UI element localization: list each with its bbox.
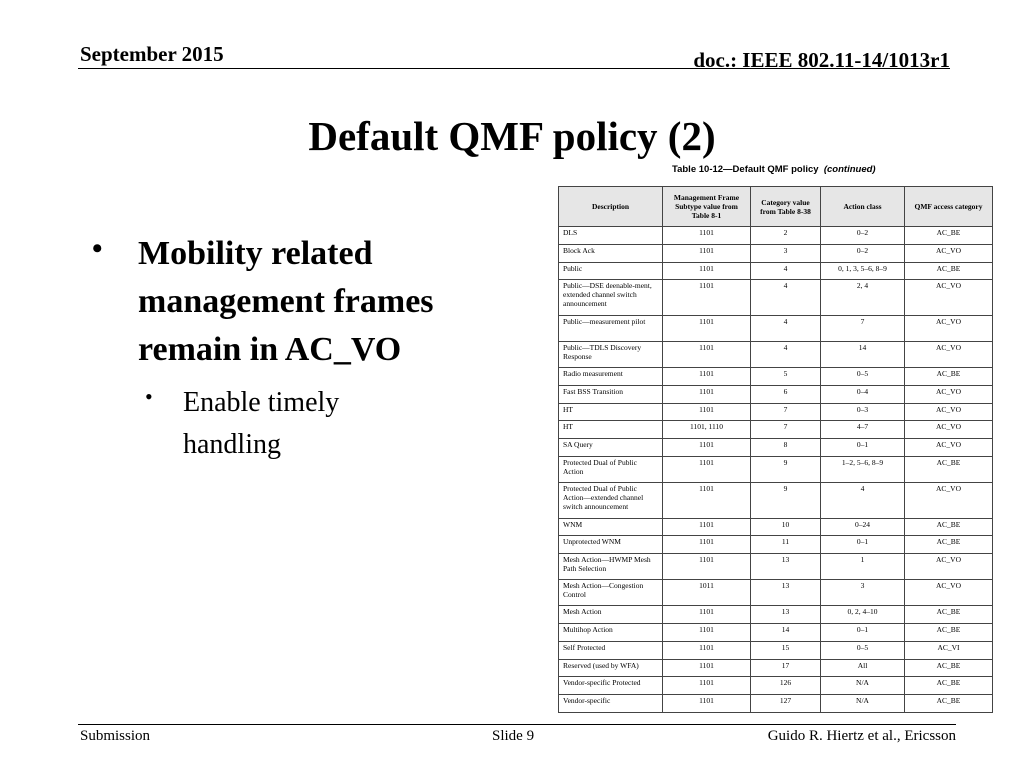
- table-cell: 1101: [663, 606, 751, 624]
- table-cell: 126: [751, 677, 821, 695]
- table-cell: 1101, 1110: [663, 421, 751, 439]
- table-caption-suffix: (continued): [823, 164, 876, 175]
- table-cell: 0, 2, 4–10: [821, 606, 905, 624]
- table-row: [559, 315, 993, 341]
- table-cell: 13: [751, 580, 821, 606]
- table-cell: 4: [751, 341, 821, 367]
- table-caption-text: Table 10-12—Default QMF policy: [672, 164, 819, 175]
- table-cell: 1101: [663, 456, 751, 482]
- table-cell: AC_BE: [905, 518, 993, 536]
- table-cell: AC_BE: [905, 677, 993, 695]
- table-cell: 2: [751, 227, 821, 245]
- table-cell: Mesh Action: [559, 606, 663, 624]
- table-cell: 1101: [663, 483, 751, 519]
- table-cell: AC_BE: [905, 695, 993, 713]
- table-cell: 0–3: [821, 403, 905, 421]
- table-cell: 7: [821, 315, 905, 341]
- table-cell: Public: [559, 262, 663, 280]
- table-row: [559, 403, 993, 421]
- table-cell: 1101: [663, 368, 751, 386]
- table-row: [559, 659, 993, 677]
- table-cell: Block Ack: [559, 244, 663, 262]
- col-header: Action class: [821, 187, 905, 227]
- sub-bullet-marker: •: [145, 384, 153, 409]
- table-cell: Unprotected WNM: [559, 536, 663, 554]
- table-row: [559, 385, 993, 403]
- table-cell: 13: [751, 554, 821, 580]
- col-header: Management Frame Subtype value from Table 8-1: [663, 187, 751, 227]
- table-cell: Mesh Action—HWMP Mesh Path Selection: [559, 554, 663, 580]
- table-cell: 4: [821, 483, 905, 519]
- footer-authors: Guido R. Hiertz et al., Ericsson: [767, 728, 956, 744]
- table-row: [559, 695, 993, 713]
- table-cell: Vendor-specific: [559, 695, 663, 713]
- footer-slide-number: Slide 9: [492, 728, 535, 744]
- table-cell: 1011: [663, 580, 751, 606]
- table-cell: Public—DSE deenable-ment, extended channel switch announcement: [559, 280, 663, 316]
- table-cell: 10: [751, 518, 821, 536]
- table-cell: Public—measurement pilot: [559, 315, 663, 341]
- table-cell: 1101: [663, 315, 751, 341]
- table-cell: 0–2: [821, 244, 905, 262]
- header-date: September 2015: [80, 42, 224, 66]
- table-cell: 9: [751, 483, 821, 519]
- table-row: [559, 421, 993, 439]
- table-cell: Multihop Action: [559, 624, 663, 642]
- table-cell: 1101: [663, 641, 751, 659]
- table-cell: 5: [751, 368, 821, 386]
- table-row: [559, 341, 993, 367]
- table-cell: 1101: [663, 439, 751, 457]
- table-cell: Mesh Action—Congestion Control: [559, 580, 663, 606]
- table-cell: 1101: [663, 244, 751, 262]
- table-cell: AC_VO: [905, 483, 993, 519]
- table-cell: AC_VO: [905, 244, 993, 262]
- table-cell: 17: [751, 659, 821, 677]
- table-cell: 2, 4: [821, 280, 905, 316]
- table-cell: WNM: [559, 518, 663, 536]
- footer-submission: Submission: [80, 728, 151, 744]
- table-cell: Fast BSS Transition: [559, 385, 663, 403]
- table-cell: 1101: [663, 554, 751, 580]
- table-cell: HT: [559, 403, 663, 421]
- table-cell: HT: [559, 421, 663, 439]
- table-row: [559, 456, 993, 482]
- table-cell: 1: [821, 554, 905, 580]
- qmf-policy-table: [558, 186, 993, 713]
- main-bullet-text: Mobility related management frames remain in AC_VO: [138, 235, 434, 368]
- table-cell: 1101: [663, 385, 751, 403]
- table-cell: 8: [751, 439, 821, 457]
- table-cell: AC_BE: [905, 606, 993, 624]
- table-cell: Radio measurement: [559, 368, 663, 386]
- table-caption: [672, 164, 876, 175]
- table-cell: 1101: [663, 536, 751, 554]
- table-cell: 127: [751, 695, 821, 713]
- table-cell: 0–24: [821, 518, 905, 536]
- table-cell: Protected Dual of Public Action: [559, 456, 663, 482]
- table-cell: AC_VO: [905, 580, 993, 606]
- table-cell: 3: [751, 244, 821, 262]
- table-cell: 0–2: [821, 227, 905, 245]
- table-cell: AC_BE: [905, 262, 993, 280]
- table-cell: 4–7: [821, 421, 905, 439]
- table-cell: AC_VO: [905, 421, 993, 439]
- table-cell: 0, 1, 3, 5–6, 8–9: [821, 262, 905, 280]
- table-cell: Public—TDLS Discovery Response: [559, 341, 663, 367]
- table-cell: AC_VO: [905, 439, 993, 457]
- table-cell: 4: [751, 262, 821, 280]
- table-cell: 0–1: [821, 624, 905, 642]
- table-cell: 1101: [663, 695, 751, 713]
- table-row: [559, 227, 993, 245]
- table-cell: 4: [751, 280, 821, 316]
- bullet-marker: •: [92, 232, 103, 265]
- table-row: [559, 439, 993, 457]
- table-cell: All: [821, 659, 905, 677]
- table-row: [559, 580, 993, 606]
- table-cell: AC_BE: [905, 659, 993, 677]
- table-cell: Reserved (used by WFA): [559, 659, 663, 677]
- table-row: [559, 606, 993, 624]
- table-row: [559, 641, 993, 659]
- table-cell: AC_BE: [905, 368, 993, 386]
- table-cell: 1–2, 5–6, 8–9: [821, 456, 905, 482]
- table-cell: DLS: [559, 227, 663, 245]
- table-cell: 1101: [663, 624, 751, 642]
- table-row: [559, 262, 993, 280]
- table-cell: AC_VO: [905, 280, 993, 316]
- col-header: Category value from Table 8-38: [751, 187, 821, 227]
- table-cell: SA Query: [559, 439, 663, 457]
- footer-rule: [78, 724, 956, 725]
- table-row: [559, 280, 993, 316]
- table-row: [559, 554, 993, 580]
- table-cell: 0–5: [821, 368, 905, 386]
- table-row: [559, 244, 993, 262]
- table-cell: Vendor-specific Protected: [559, 677, 663, 695]
- table-cell: Protected Dual of Public Action—extended channel switch announcement: [559, 483, 663, 519]
- table-cell: 1101: [663, 280, 751, 316]
- table-cell: 1101: [663, 518, 751, 536]
- table-row: [559, 518, 993, 536]
- table-cell: AC_VO: [905, 341, 993, 367]
- table-cell: AC_VO: [905, 315, 993, 341]
- table-cell: AC_BE: [905, 227, 993, 245]
- table-cell: 1101: [663, 659, 751, 677]
- table-row: [559, 536, 993, 554]
- table-cell: N/A: [821, 695, 905, 713]
- table-cell: N/A: [821, 677, 905, 695]
- table-cell: AC_VO: [905, 385, 993, 403]
- table-cell: 1101: [663, 677, 751, 695]
- table-cell: 0–1: [821, 439, 905, 457]
- header-rule: [78, 68, 950, 69]
- table-cell: 1101: [663, 403, 751, 421]
- table-row: [559, 368, 993, 386]
- table-cell: 14: [751, 624, 821, 642]
- table-cell: 0–4: [821, 385, 905, 403]
- table-cell: 11: [751, 536, 821, 554]
- table-cell: AC_VI: [905, 641, 993, 659]
- table-cell: AC_VO: [905, 403, 993, 421]
- table-cell: 14: [821, 341, 905, 367]
- col-header: Description: [559, 187, 663, 227]
- table-cell: AC_BE: [905, 536, 993, 554]
- table-cell: 1101: [663, 341, 751, 367]
- table-cell: Self Protected: [559, 641, 663, 659]
- table-cell: AC_BE: [905, 624, 993, 642]
- table-row: [559, 677, 993, 695]
- table-cell: 6: [751, 385, 821, 403]
- table-cell: 7: [751, 403, 821, 421]
- table-cell: 1101: [663, 227, 751, 245]
- header-doc-id: doc.: IEEE 802.11-14/1013r1: [693, 48, 950, 72]
- table-cell: 0–5: [821, 641, 905, 659]
- col-header: QMF access category: [905, 187, 993, 227]
- table-cell: 13: [751, 606, 821, 624]
- table-cell: 7: [751, 421, 821, 439]
- table-cell: 0–1: [821, 536, 905, 554]
- table-cell: AC_VO: [905, 554, 993, 580]
- slide-title: Default QMF policy (2): [308, 113, 716, 159]
- sub-bullet-text: Enable timely handling: [183, 387, 340, 460]
- table-cell: 3: [821, 580, 905, 606]
- table-row: [559, 483, 993, 519]
- table-cell: 4: [751, 315, 821, 341]
- table-cell: 1101: [663, 262, 751, 280]
- table-cell: 9: [751, 456, 821, 482]
- table-cell: 15: [751, 641, 821, 659]
- table-row: [559, 624, 993, 642]
- table-cell: AC_BE: [905, 456, 993, 482]
